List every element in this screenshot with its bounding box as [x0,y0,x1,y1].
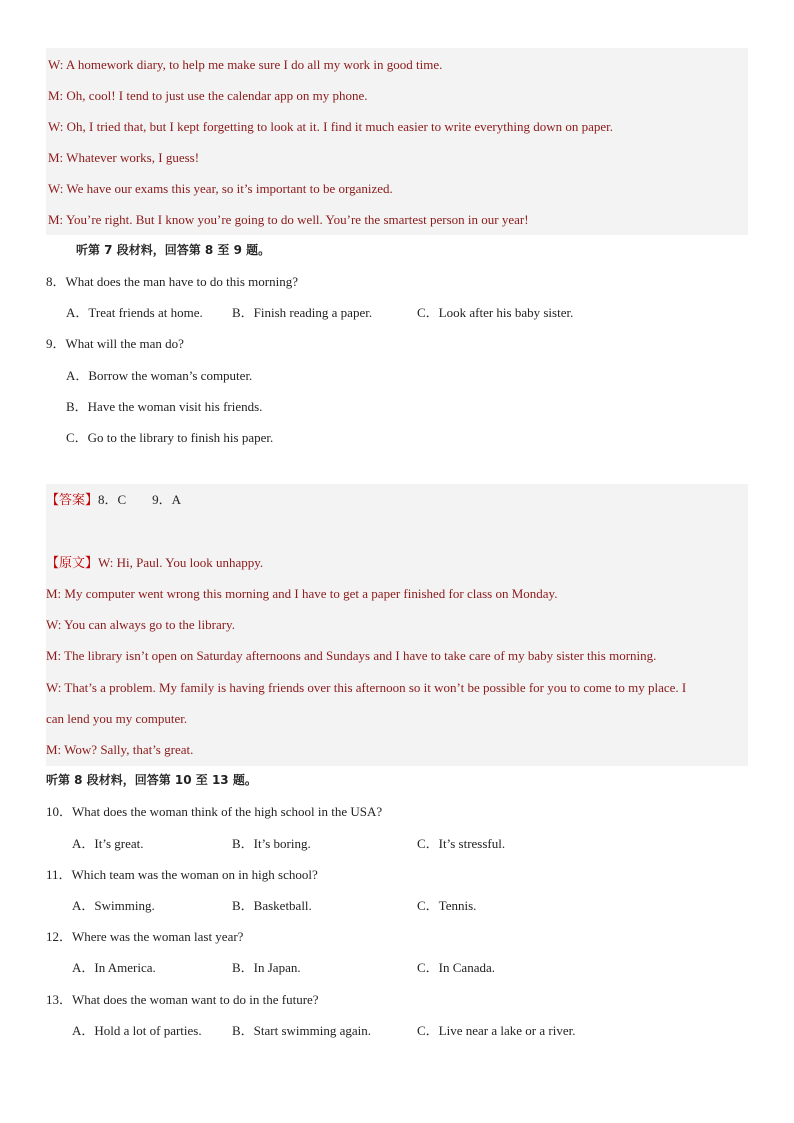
option-b: B．Basketball. [232,898,312,913]
dialog-line: W: We have our exams this year, so it’s important to be organized. [46,173,748,204]
option-b: B．It’s boring. [232,836,311,851]
answer-label: 【答案】 [46,492,99,507]
answer-text: 8．C 9．A [98,492,182,507]
section-heading: 听第 7 段材料，回答第 8 至 9 题。 [76,243,271,257]
dialog-line: can lend you my computer. [46,711,188,726]
question-9: 9．What will the man do? [46,336,184,351]
option-b: B．In Japan. [232,960,301,975]
question-11: 11．Which team was the woman on in high school? [46,867,318,882]
option-a: A．In America. [72,960,156,975]
answer-line [46,484,181,515]
dialog-line: W: You can always go to the library. [46,617,235,632]
dialog-line: W: Hi, Paul. You look unhappy. [98,555,264,570]
option-b: B．Finish reading a paper. [232,305,373,320]
option-b: B．Start swimming again. [232,1023,372,1038]
dialog-line: M: My computer went wrong this morning and I have to get a paper finished for class on Monday. [46,586,558,601]
dialog-line: M: Wow? Sally, that’s great. [46,742,194,757]
question-10: 10．What does the woman think of the high school in the USA? [46,804,383,819]
question-12: 12．Where was the woman last year? [46,929,244,944]
dialog-line: M: Whatever works, I guess! [46,142,748,173]
option-a: A．It’s great. [72,836,144,851]
section-heading: 听第 8 段材料，回答第 10 至 13 题。 [46,773,257,787]
original-label: 【原文】 [46,555,99,570]
option-c: C．Tennis. [417,898,477,913]
option-a: A．Swimming. [72,898,155,913]
dialog-line: W: Oh, I tried that, but I kept forgetting to look at it. I find it much easier to write everything down on paper. [46,111,748,142]
question-13: 13．What does the woman want to do in the future? [46,992,319,1007]
option-c: C．Look after his baby sister. [417,305,574,320]
option-b: B．Have the woman visit his friends. [66,399,263,414]
option-a: A．Borrow the woman’s computer. [66,368,253,383]
option-c: C．Go to the library to finish his paper. [66,430,274,445]
option-a: A．Hold a lot of parties. [72,1023,202,1038]
option-c: C．It’s stressful. [417,836,506,851]
dialog-line: W: A homework diary, to help me make sure I do all my work in good time. [46,49,748,80]
option-c: C．In Canada. [417,960,495,975]
option-c: C．Live near a lake or a river. [417,1023,576,1038]
option-a: A．Treat friends at home. [66,305,203,320]
original-line [46,547,263,578]
dialog-line: M: The library isn’t open on Saturday afternoons and Sundays and I have to take care of my baby sister this morning. [46,648,657,663]
dialog-line: M: Oh, cool! I tend to just use the calendar app on my phone. [46,80,748,111]
dialog-line: W: That’s a problem. My family is having friends over this afternoon so it won’t be possible for you to come to my place. I [46,680,687,695]
question-8: 8．What does the man have to do this morning? [46,274,299,289]
dialog-line: M: You’re right. But I know you’re going to do well. You’re the smartest person in our year! [46,204,748,235]
